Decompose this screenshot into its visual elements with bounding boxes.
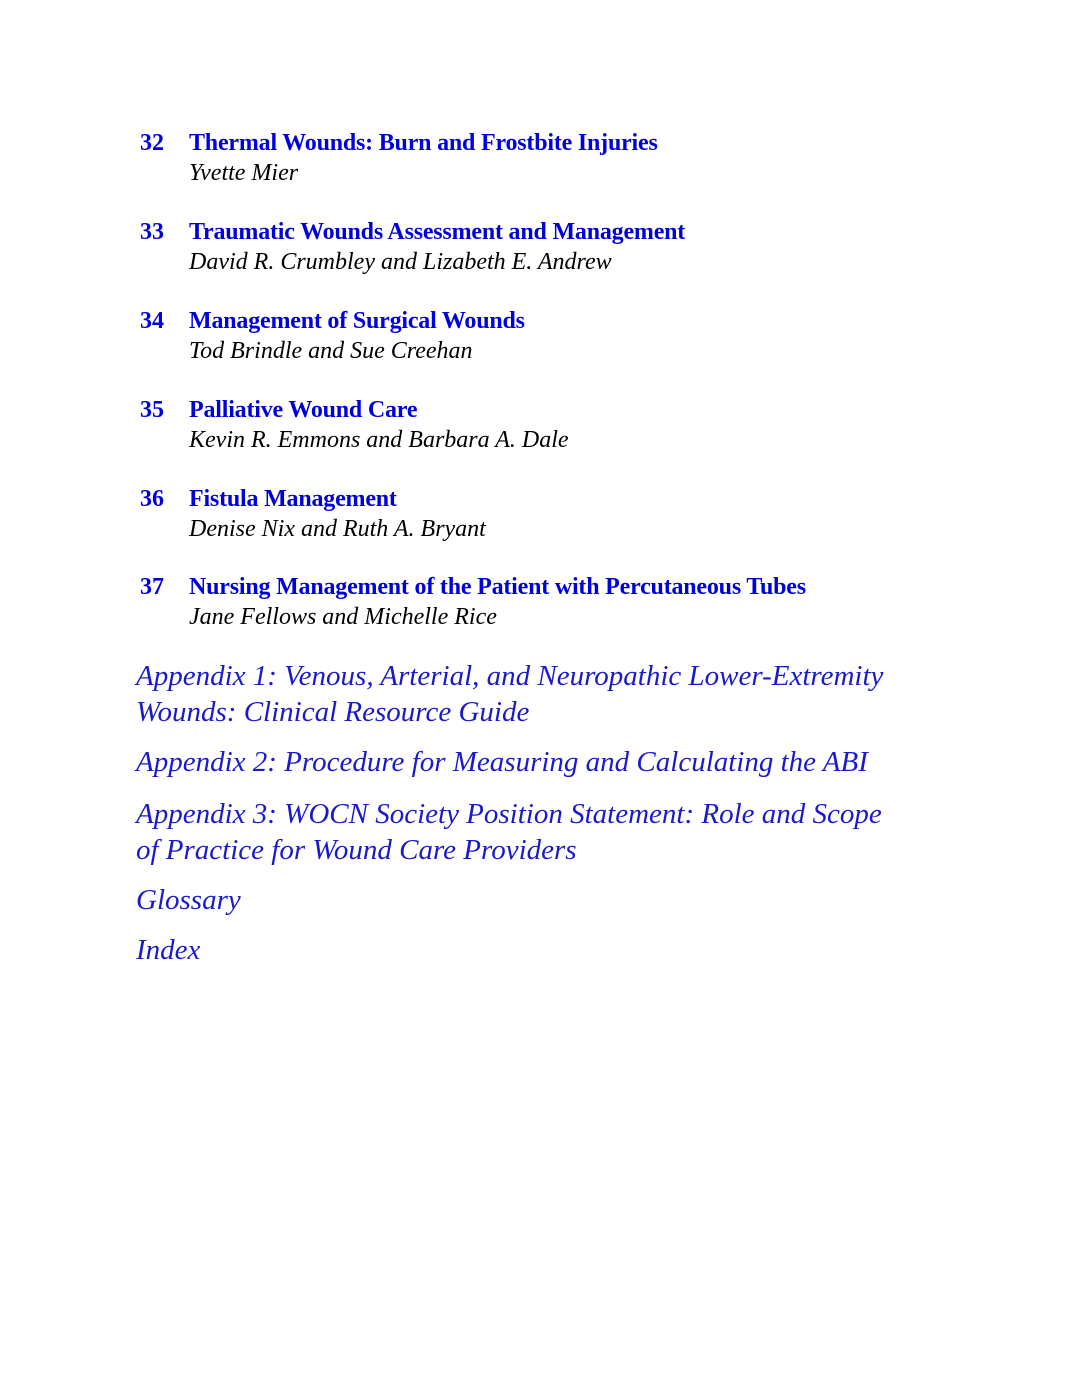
- toc-entry-chapter-33[interactable]: [0, 217, 1080, 279]
- chapter-number: 33: [140, 219, 164, 245]
- chapter-authors: Denise Nix and Ruth A. Bryant: [189, 516, 486, 542]
- chapter-number: 34: [140, 308, 164, 334]
- toc-entry-chapter-37[interactable]: [0, 572, 1080, 634]
- appendix-title-line: Appendix 3: WOCN Society Position Statement: Role and Scope: [136, 798, 882, 830]
- chapter-title: Management of Surgical Wounds: [189, 308, 525, 334]
- toc-entry-chapter-32[interactable]: [0, 128, 1080, 190]
- appendix-title-line: Wounds: Clinical Resource Guide: [136, 696, 530, 728]
- toc-entry-appendix-3[interactable]: [136, 796, 956, 868]
- toc-entry-appendix-2[interactable]: [136, 744, 956, 780]
- glossary-title: Glossary: [136, 884, 241, 916]
- chapter-number: 32: [140, 130, 164, 156]
- chapter-authors: Kevin R. Emmons and Barbara A. Dale: [189, 427, 569, 453]
- chapter-authors: Jane Fellows and Michelle Rice: [189, 604, 497, 630]
- toc-entry-glossary[interactable]: [136, 882, 956, 918]
- toc-entry-chapter-36[interactable]: [0, 484, 1080, 546]
- chapter-title: Traumatic Wounds Assessment and Management: [189, 219, 686, 245]
- chapter-number: 36: [140, 486, 164, 512]
- chapter-authors: Yvette Mier: [189, 160, 299, 186]
- chapter-number: 37: [140, 574, 164, 600]
- chapter-number: 35: [140, 397, 164, 423]
- chapter-title: Palliative Wound Care: [189, 397, 418, 423]
- appendix-title-line: of Practice for Wound Care Providers: [136, 834, 577, 866]
- chapter-authors: David R. Crumbley and Lizabeth E. Andrew: [189, 249, 612, 275]
- toc-entry-appendix-1[interactable]: [136, 658, 956, 730]
- toc-entry-chapter-35[interactable]: [0, 395, 1080, 457]
- chapter-title: Fistula Management: [189, 486, 397, 512]
- index-title: Index: [136, 934, 201, 966]
- chapter-title: Thermal Wounds: Burn and Frostbite Injuries: [189, 130, 658, 156]
- appendix-title-line: Appendix 1: Venous, Arterial, and Neuropathic Lower-Extremity: [136, 660, 884, 692]
- chapter-title: Nursing Management of the Patient with Percutaneous Tubes: [189, 574, 806, 600]
- appendix-title-line: Appendix 2: Procedure for Measuring and Calculating the ABI: [136, 746, 868, 778]
- toc-entry-chapter-34[interactable]: [0, 306, 1080, 368]
- toc-entry-index[interactable]: [136, 932, 956, 968]
- chapter-authors: Tod Brindle and Sue Creehan: [189, 338, 473, 364]
